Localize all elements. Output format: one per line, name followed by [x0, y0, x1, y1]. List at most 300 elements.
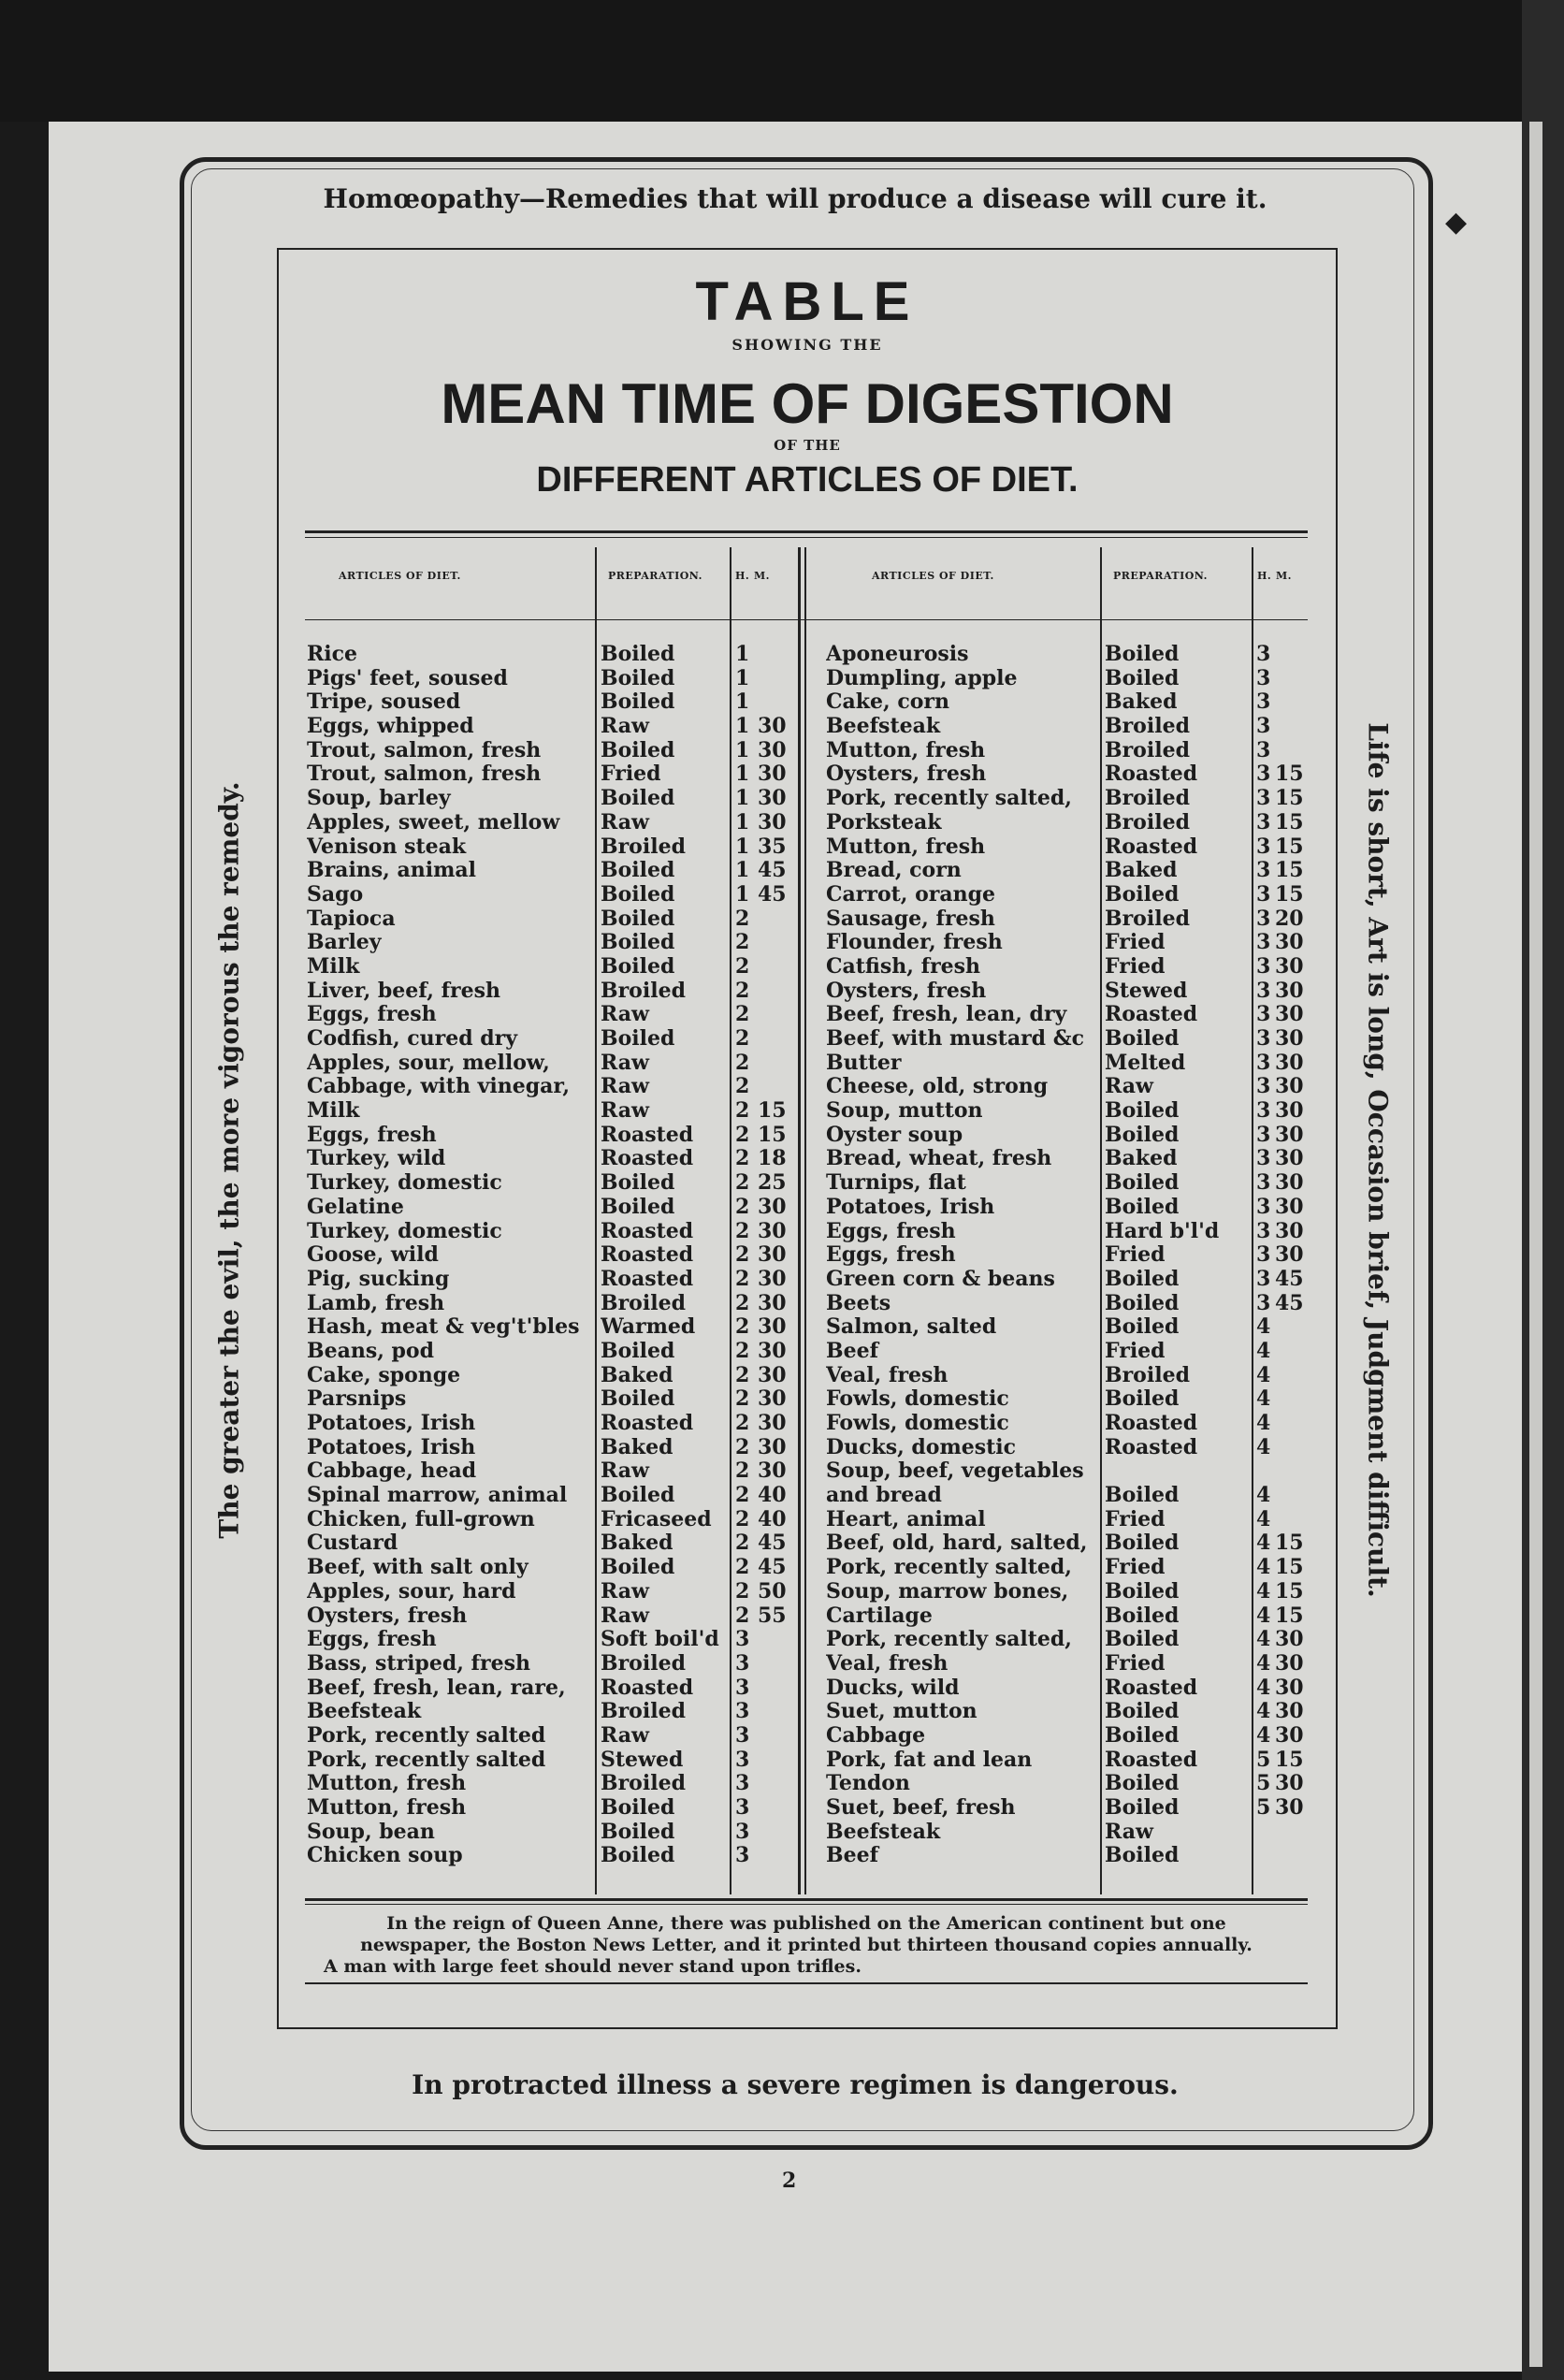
row-hours: 2	[735, 1075, 750, 1099]
row-hours: 3	[1256, 787, 1271, 811]
row-preparation: Boiled	[1105, 1267, 1180, 1291]
table-row	[826, 1604, 1303, 1629]
row-minutes: 45	[758, 859, 787, 883]
row-minutes: 30	[1275, 1676, 1304, 1700]
row-article: Bass, striped, fresh	[307, 1651, 530, 1676]
row-preparation: Boiled	[601, 690, 675, 715]
row-preparation: Baked	[1105, 859, 1178, 883]
row-preparation: Boiled	[1105, 1195, 1180, 1219]
row-hours: 3	[735, 1796, 750, 1820]
table-row	[307, 1387, 793, 1412]
table-footer-notes	[305, 1913, 1308, 1978]
col-header-article-left: ARTICLES OF DIET.	[339, 570, 461, 582]
row-hours: 3	[735, 1844, 750, 1868]
row-article: Chicken soup	[307, 1844, 463, 1868]
table-row	[307, 1580, 793, 1604]
row-preparation: Boiled	[601, 1339, 675, 1363]
row-article: Veal, fresh	[826, 1651, 949, 1676]
row-hours: 4	[1256, 1387, 1271, 1412]
table-row	[826, 1315, 1303, 1340]
table-row	[307, 1604, 793, 1629]
row-hours: 2	[735, 954, 750, 979]
row-article: Goose, wild	[307, 1243, 439, 1268]
footer-rule-bottom	[305, 1982, 1308, 1984]
row-minutes: 45	[1275, 1267, 1304, 1291]
row-preparation: Boiled	[601, 1484, 675, 1508]
row-preparation: Broiled	[1105, 715, 1190, 739]
row-hours: 4	[1256, 1412, 1271, 1435]
table-row	[307, 1676, 793, 1701]
row-article: Dumpling, apple	[826, 666, 1018, 690]
row-preparation: Broiled	[601, 1700, 686, 1724]
row-preparation: Roasted	[1105, 1748, 1198, 1772]
row-article: Beef, with mustard &c	[826, 1027, 1084, 1051]
row-hours: 2	[735, 1195, 750, 1219]
right-table-rows	[826, 643, 1303, 1868]
table-row	[307, 1724, 793, 1749]
row-hours: 1	[735, 715, 750, 739]
table-row	[307, 1292, 793, 1316]
row-hours: 3	[1256, 1267, 1271, 1291]
row-preparation: Roasted	[1105, 1676, 1198, 1700]
row-preparation: Baked	[601, 1435, 673, 1459]
row-hours: 3	[1256, 810, 1271, 834]
row-preparation: Broiled	[601, 1651, 686, 1676]
row-preparation: Roasted	[1105, 1412, 1198, 1435]
row-article: Oysters, fresh	[826, 979, 987, 1003]
row-preparation: Boiled	[1105, 1027, 1180, 1051]
row-preparation: Boiled	[601, 931, 675, 955]
table-row	[307, 1700, 793, 1724]
footer-rule-top	[305, 1898, 1308, 1901]
row-hours: 4	[1256, 1628, 1271, 1652]
row-hours: 3	[1256, 1147, 1271, 1171]
table-row	[826, 1268, 1303, 1292]
row-preparation: Boiled	[601, 738, 675, 762]
row-preparation: Fried	[1105, 1651, 1166, 1676]
row-article: Mutton, fresh	[307, 1772, 467, 1796]
row-minutes: 30	[758, 1435, 787, 1459]
row-article: Apples, sweet, mellow	[307, 810, 560, 834]
table-row	[307, 1821, 793, 1845]
footer-note-line-2: newspaper, the Boston News Letter, and it printed but thirteen thousand copies annually.	[360, 1935, 1253, 1955]
table-row	[826, 1364, 1303, 1388]
row-preparation: Boiled	[1105, 1796, 1180, 1820]
table-row	[826, 1052, 1303, 1076]
table-row	[307, 1196, 793, 1220]
row-preparation: Roasted	[1105, 834, 1198, 859]
row-hours: 2	[735, 1363, 750, 1387]
row-preparation: Raw	[601, 1051, 649, 1075]
row-article: Eggs, fresh	[826, 1219, 956, 1243]
row-preparation: Boiled	[601, 1027, 675, 1051]
row-article: Salmon, salted	[826, 1315, 997, 1340]
row-article: Pork, recently salted,	[826, 1556, 1072, 1580]
row-article: Soup, beef, vegetables	[826, 1459, 1084, 1484]
row-preparation: Boiled	[601, 787, 675, 811]
row-hours: 2	[735, 1123, 750, 1147]
table-row	[826, 1243, 1303, 1268]
row-hours: 3	[1256, 690, 1271, 715]
row-article: Tripe, soused	[307, 690, 461, 715]
row-article: Pork, recently salted	[307, 1723, 546, 1748]
row-preparation: Fricaseed	[601, 1507, 712, 1531]
row-hours: 2	[735, 1459, 750, 1484]
row-minutes: 30	[758, 1267, 787, 1291]
row-hours: 3	[1256, 882, 1271, 907]
table-row	[826, 1580, 1303, 1604]
table-subtitle: DIFFERENT ARTICLES OF DIET.	[536, 460, 1079, 500]
row-preparation: Raw	[601, 1099, 649, 1124]
row-preparation: Roasted	[1105, 1003, 1198, 1027]
row-article: Pork, fat and lean	[826, 1748, 1033, 1772]
table-row	[307, 1003, 793, 1027]
row-hours: 2	[735, 1267, 750, 1291]
table-row	[826, 1556, 1303, 1580]
row-minutes: 30	[758, 810, 787, 834]
row-hours: 3	[1256, 1099, 1271, 1124]
table-row	[826, 1220, 1303, 1244]
row-minutes: 25	[758, 1171, 787, 1196]
row-hours: 1	[735, 762, 750, 787]
table-row	[826, 690, 1303, 715]
row-hours: 2	[735, 1051, 750, 1075]
row-hours: 3	[735, 1772, 750, 1796]
row-preparation: Boiled	[1105, 1604, 1180, 1628]
row-hours: 4	[1256, 1676, 1271, 1700]
row-minutes: 30	[1275, 1628, 1304, 1652]
page-number: 2	[782, 2169, 797, 2193]
row-minutes: 18	[758, 1147, 787, 1171]
row-hours: 3	[1256, 1003, 1271, 1027]
table-row	[826, 1292, 1303, 1316]
row-article: Turnips, flat	[826, 1171, 966, 1196]
row-hours: 3	[735, 1676, 750, 1700]
row-article: Soup, bean	[307, 1820, 435, 1844]
table-row	[307, 955, 793, 980]
footer-note-line-3: A man with large feet should never stand upon trifles.	[324, 1956, 862, 1977]
row-preparation: Boiled	[1105, 1772, 1180, 1796]
row-minutes: 30	[1275, 1171, 1304, 1196]
row-hours: 3	[1256, 907, 1271, 931]
row-article: Eggs, fresh	[307, 1003, 437, 1027]
row-article: Butter	[826, 1051, 902, 1075]
row-minutes: 30	[758, 738, 787, 762]
row-hours: 2	[735, 1171, 750, 1196]
table-row	[307, 835, 793, 860]
row-hours: 5	[1256, 1796, 1271, 1820]
row-article: Milk	[307, 954, 360, 979]
row-hours: 2	[735, 1147, 750, 1171]
row-preparation: Boiled	[1105, 1531, 1180, 1556]
row-article: Soup, mutton	[826, 1099, 983, 1124]
row-preparation: Boiled	[1105, 1700, 1180, 1724]
table-row	[307, 1340, 793, 1364]
table-row	[826, 1099, 1303, 1124]
right-side-motto: Life is short, Art is long, Occasion brief, Judgment difficult.	[1362, 722, 1394, 1598]
row-preparation: Boiled	[601, 1796, 675, 1820]
table-row	[826, 1749, 1303, 1773]
row-article: Bread, corn	[826, 859, 962, 883]
table-row	[307, 931, 793, 955]
table-row	[826, 1652, 1303, 1676]
row-hours: 2	[735, 1027, 750, 1051]
row-article: Parsnips	[307, 1387, 407, 1412]
row-preparation: Baked	[601, 1531, 673, 1556]
table-row	[307, 1484, 793, 1508]
table-row	[307, 1652, 793, 1676]
row-hours: 1	[735, 882, 750, 907]
row-hours: 4	[1256, 1700, 1271, 1724]
row-hours: 4	[1256, 1531, 1271, 1556]
row-minutes: 30	[758, 1387, 787, 1412]
row-article: Trout, salmon, fresh	[307, 762, 542, 787]
row-minutes: 15	[1275, 1604, 1304, 1628]
row-article: Mutton, fresh	[826, 738, 986, 762]
row-preparation: Roasted	[601, 1267, 694, 1291]
row-article: Porksteak	[826, 810, 942, 834]
row-article: Cheese, old, strong	[826, 1075, 1049, 1099]
row-article: Venison steak	[307, 834, 467, 859]
row-preparation: Broiled	[601, 1772, 686, 1796]
row-article: Mutton, fresh	[307, 1796, 467, 1820]
row-hours: 3	[1256, 738, 1271, 762]
row-preparation: Roasted	[601, 1147, 694, 1171]
table-row	[307, 1315, 793, 1340]
table-row	[826, 1700, 1303, 1724]
row-preparation: Boiled	[601, 666, 675, 690]
table-row	[826, 1147, 1303, 1171]
table-row	[307, 1364, 793, 1388]
row-preparation: Fried	[1105, 1243, 1166, 1268]
row-preparation: Boiled	[601, 907, 675, 931]
row-hours: 2	[735, 931, 750, 955]
table-row	[826, 1412, 1303, 1436]
table-row	[826, 1484, 1303, 1508]
row-hours: 3	[735, 1723, 750, 1748]
row-article: Catfish, fresh	[826, 954, 981, 979]
row-hours: 2	[735, 979, 750, 1003]
row-article: Green corn & beans	[826, 1267, 1055, 1291]
header-rule-bottom	[305, 619, 1308, 620]
row-preparation: Boiled	[1105, 1628, 1180, 1652]
row-preparation: Boiled	[601, 643, 675, 666]
table-row	[826, 1531, 1303, 1556]
row-preparation: Roasted	[601, 1123, 694, 1147]
row-hours: 1	[735, 810, 750, 834]
row-article: Beef, old, hard, salted,	[826, 1531, 1088, 1556]
table-row	[307, 1147, 793, 1171]
table-row	[307, 1796, 793, 1821]
row-preparation: Boiled	[1105, 1099, 1180, 1124]
row-preparation: Fried	[1105, 1507, 1166, 1531]
table-row	[307, 1749, 793, 1773]
table-row	[826, 883, 1303, 907]
row-minutes: 30	[1275, 1723, 1304, 1748]
row-minutes: 30	[1275, 1651, 1304, 1676]
row-hours: 3	[735, 1820, 750, 1844]
row-minutes: 30	[1275, 1123, 1304, 1147]
row-hours: 1	[735, 859, 750, 883]
row-minutes: 15	[1275, 859, 1304, 883]
row-article: Potatoes, Irish	[307, 1435, 476, 1459]
row-minutes: 30	[758, 1412, 787, 1435]
row-article: Cabbage	[826, 1723, 926, 1748]
row-article: Tendon	[826, 1772, 910, 1796]
table-row	[826, 1340, 1303, 1364]
row-minutes: 45	[758, 1531, 787, 1556]
row-minutes: 30	[758, 1219, 787, 1243]
row-preparation: Boiled	[1105, 643, 1180, 666]
row-hours: 4	[1256, 1556, 1271, 1580]
row-preparation: Broiled	[601, 1291, 686, 1315]
row-minutes: 15	[1275, 1748, 1304, 1772]
row-minutes: 30	[1275, 931, 1304, 955]
row-preparation: Raw	[601, 1723, 649, 1748]
table-row	[826, 1196, 1303, 1220]
row-hours: 4	[1256, 1339, 1271, 1363]
row-hours: 3	[1256, 762, 1271, 787]
row-preparation: Fried	[601, 762, 661, 787]
row-preparation: Boiled	[601, 954, 675, 979]
row-hours: 4	[1256, 1435, 1271, 1459]
row-article: Cabbage, with vinegar,	[307, 1075, 571, 1099]
row-hours: 1	[735, 738, 750, 762]
row-minutes: 30	[758, 1315, 787, 1340]
table-row	[826, 955, 1303, 980]
row-article: Eggs, fresh	[307, 1628, 437, 1652]
row-preparation: Stewed	[1105, 979, 1188, 1003]
table-row	[307, 690, 793, 715]
row-article: Codfish, cured dry	[307, 1027, 518, 1051]
row-hours: 2	[735, 1003, 750, 1027]
table-row	[826, 1676, 1303, 1701]
row-article: Fowls, domestic	[826, 1412, 1009, 1435]
row-minutes: 30	[1275, 1243, 1304, 1268]
table-row	[826, 1821, 1303, 1845]
row-preparation: Broiled	[1105, 1363, 1190, 1387]
row-preparation: Boiled	[601, 1195, 675, 1219]
table-row	[826, 1796, 1303, 1821]
row-article: Apples, sour, hard	[307, 1579, 516, 1604]
row-preparation: Boiled	[1105, 1387, 1180, 1412]
row-hours: 2	[735, 1339, 750, 1363]
row-hours: 4	[1256, 1579, 1271, 1604]
row-hours: 3	[1256, 666, 1271, 690]
row-article: Eggs, fresh	[826, 1243, 956, 1268]
row-hours: 4	[1256, 1363, 1271, 1387]
row-article: Oysters, fresh	[826, 762, 987, 787]
row-preparation: Baked	[1105, 1147, 1178, 1171]
row-hours: 2	[735, 1291, 750, 1315]
row-hours: 3	[1256, 1123, 1271, 1147]
row-article: Apples, sour, mellow,	[307, 1051, 550, 1075]
row-minutes: 30	[758, 1339, 787, 1363]
left-side-motto: The greater the evil, the more vigorous the remedy.	[213, 781, 245, 1539]
row-article: Pork, recently salted	[307, 1748, 546, 1772]
row-minutes: 15	[758, 1099, 787, 1124]
corner-mark: ◆	[1445, 206, 1468, 239]
row-minutes: 15	[1275, 810, 1304, 834]
row-preparation: Roasted	[601, 1243, 694, 1268]
table-row	[307, 811, 793, 835]
row-preparation: Boiled	[601, 859, 675, 883]
row-preparation: Boiled	[1105, 1484, 1180, 1508]
row-minutes: 20	[1275, 907, 1304, 931]
table-row	[826, 835, 1303, 860]
row-article: Beef	[826, 1844, 879, 1868]
row-hours: 4	[1256, 1484, 1271, 1508]
row-minutes: 15	[1275, 1579, 1304, 1604]
row-preparation: Raw	[1105, 1075, 1153, 1099]
row-hours: 3	[1256, 1051, 1271, 1075]
row-article: Gelatine	[307, 1195, 404, 1219]
col-header-article-right: ARTICLES OF DIET.	[872, 570, 994, 582]
row-preparation: Broiled	[601, 834, 686, 859]
row-hours: 3	[1256, 859, 1271, 883]
row-article: Beefsteak	[826, 1820, 941, 1844]
table-row	[307, 1075, 793, 1099]
table-row	[826, 643, 1303, 667]
table-row	[307, 1243, 793, 1268]
row-minutes: 30	[1275, 1003, 1304, 1027]
row-hours: 3	[1256, 931, 1271, 955]
row-preparation: Fried	[1105, 1339, 1166, 1363]
row-article: Potatoes, Irish	[307, 1412, 476, 1435]
row-hours: 1	[735, 690, 750, 715]
table-main-title: MEAN TIME OF DIGESTION	[441, 372, 1174, 435]
row-minutes: 15	[1275, 1531, 1304, 1556]
row-article: Turkey, domestic	[307, 1219, 502, 1243]
row-article: Suet, mutton	[826, 1700, 978, 1724]
row-minutes: 30	[1275, 954, 1304, 979]
row-article: Beefsteak	[307, 1700, 422, 1724]
row-minutes: 30	[758, 1459, 787, 1484]
row-article: Heart, animal	[826, 1507, 986, 1531]
row-article: Liver, beef, fresh	[307, 979, 501, 1003]
row-preparation: Baked	[1105, 690, 1178, 715]
table-row	[307, 1436, 793, 1460]
row-hours: 2	[735, 1412, 750, 1435]
table-showing-the: SHOWING THE	[731, 336, 883, 354]
table-row	[307, 643, 793, 667]
row-hours: 3	[1256, 1291, 1271, 1315]
left-table-rows	[307, 643, 793, 1868]
row-article: Beef, fresh, lean, dry	[826, 1003, 1067, 1027]
scan-background-top	[0, 0, 1564, 122]
row-preparation: Boiled	[1105, 1579, 1180, 1604]
row-preparation: Roasted	[601, 1412, 694, 1435]
table-row	[826, 1724, 1303, 1749]
row-preparation: Raw	[601, 1459, 649, 1484]
row-article: Beefsteak	[826, 715, 941, 739]
row-preparation: Broiled	[1105, 787, 1190, 811]
row-article: Eggs, fresh	[307, 1123, 437, 1147]
row-article: Cake, sponge	[307, 1363, 461, 1387]
row-hours: 2	[735, 1579, 750, 1604]
row-article: Sausage, fresh	[826, 907, 995, 931]
row-article: Oysters, fresh	[307, 1604, 468, 1628]
row-preparation: Roasted	[601, 1676, 694, 1700]
row-article: Custard	[307, 1531, 398, 1556]
col-header-m-left: M.	[754, 570, 771, 582]
footer-rule-top-thin	[305, 1904, 1308, 1905]
row-hours: 2	[735, 1556, 750, 1580]
row-minutes: 30	[1275, 1099, 1304, 1124]
row-minutes: 15	[1275, 882, 1304, 907]
row-article: Beef, fresh, lean, rare,	[307, 1676, 566, 1700]
row-minutes: 30	[1275, 1051, 1304, 1075]
